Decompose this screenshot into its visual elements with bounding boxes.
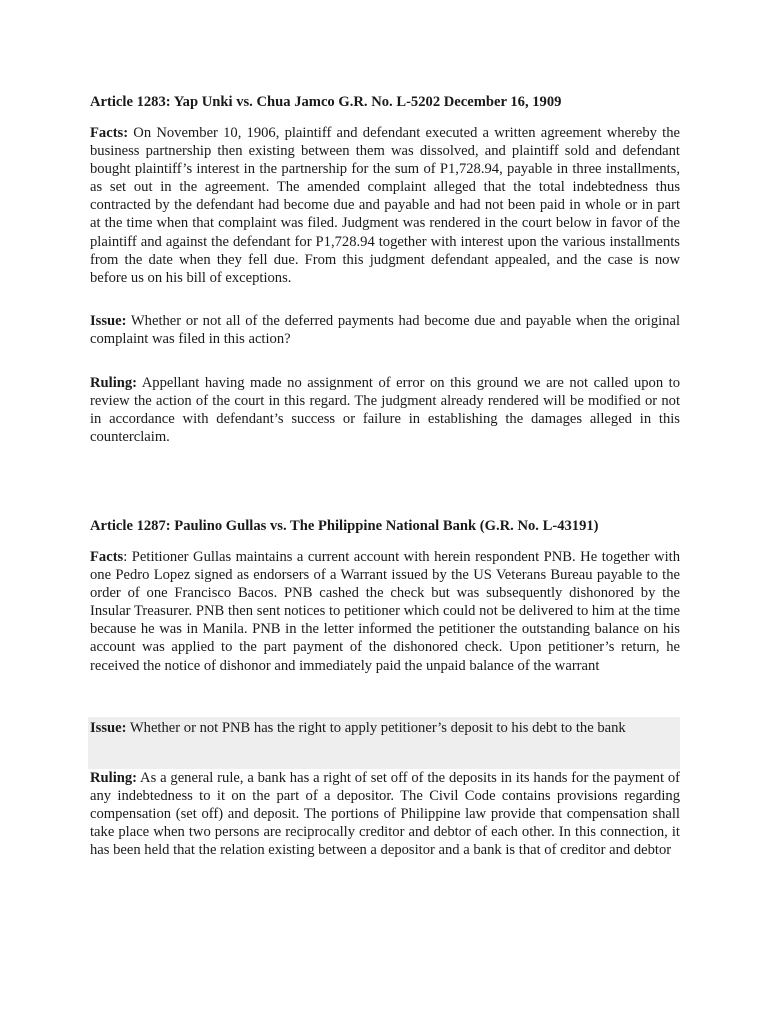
issue-label-1: Issue: (90, 313, 127, 329)
ruling-label-2: Ruling: (90, 770, 138, 786)
ruling-text-2: As a general rule, a bank has a right of set off of the deposits in its hands for the payment of any indebtedness to it on the part of a depositor. The Civil Code contains provisions regarding compensation (set off) and deposit. The portions of Philippine law provide that compensation shall take place when two persons are reciprocally creditor and debtor of each other. In this connection, it has been held that the relation existing between a depositor and a bank is that of creditor and debtor (90, 770, 680, 859)
case-heading-1: Article 1283: Yap Unki vs. Chua Jamco G.R. No. L-5202 December 16, 1909 (90, 94, 562, 110)
ruling-text-1: Appellant having made no assignment of error on this ground we are not called upon to review the action of the court in this regard. The judgment already rendered will be modified or not in accordance with defendant’s success or failure in establishing the damages alleged in this counterclaim. (90, 375, 680, 446)
ruling-paragraph-2 (90, 769, 680, 859)
facts-text-1: On November 10, 1906, plaintiff and defendant executed a written agreement whereby the business partnership then existing between them was dissolved, and plaintiff sold and defendant bought plaintiff’s interest in the partnership for the sum of P1,728.94, payable in three installments, as set out in the agreement. The amended complaint alleged that the total indebtedness thus contracted by the defendant had become due and payable and had not been paid in whole or in part at the time when that complaint was filed. Judgment was rendered in the court below in favor of the plaintiff and against the defendant for P1,728.94 together with interest upon the various installments from the date when they fell due. From this judgment defendant appealed, and the case is now before us on his bill of exceptions. (90, 125, 680, 286)
ruling-paragraph-1 (90, 374, 680, 446)
case-heading-2: Article 1287: Paulino Gullas vs. The Philippine National Bank (G.R. No. L-43191) (90, 518, 599, 534)
facts-label-1: Facts: (90, 125, 129, 141)
facts-paragraph-2 (90, 548, 680, 675)
issue-paragraph-2 (90, 719, 680, 737)
facts-paragraph-1 (90, 124, 680, 287)
issue-paragraph-1 (90, 312, 680, 348)
issue-text-2: Whether or not PNB has the right to apply petitioner’s deposit to his debt to the bank (126, 720, 626, 736)
facts-label-2: Facts (90, 549, 124, 565)
issue-text-1: Whether or not all of the deferred payments had become due and payable when the original complaint was filed in this action? (90, 313, 680, 348)
facts-text-2: : Petitioner Gullas maintains a current account with herein respondent PNB. He together with one Pedro Lopez signed as endorsers of a Warrant issued by the US Veterans Bureau payable to the order of one Francisco Bacos. PNB cashed the check but was subsequently dishonored by the Insular Treasurer. PNB then sent notices to petitioner which could not be delivered to him at the time because he was in Manila. PNB in the letter informed the petitioner the outstanding balance on his account was applied to the part payment of the dishonored check. Upon petitioner’s return, he received the notice of dishonor and immediately paid the unpaid balance of the warrant (90, 549, 680, 674)
issue-label-2: Issue: (90, 720, 127, 736)
ruling-label-1: Ruling: (90, 375, 138, 391)
